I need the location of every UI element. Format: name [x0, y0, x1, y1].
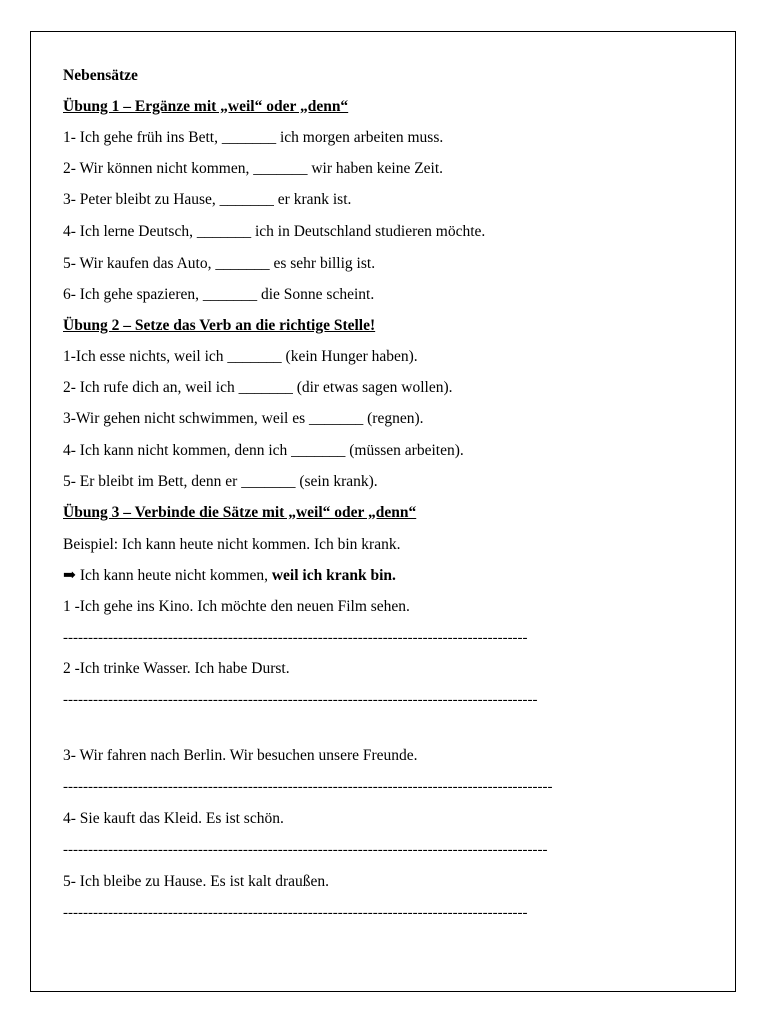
- answer-line[interactable]: --------------------------------------------------------------------------------------------------: [63, 779, 553, 795]
- answer-line[interactable]: ---------------------------------------------------------------------------------------------: [63, 905, 528, 921]
- exercise3-item: 3- Wir fahren nach Berlin. Wir besuchen unsere Freunde.: [63, 747, 418, 764]
- answer-line[interactable]: -------------------------------------------------------------------------------------------------: [63, 842, 548, 858]
- exercise1-item: 2- Wir können nicht kommen, _______ wir haben keine Zeit.: [63, 160, 444, 177]
- exercise1-item: 4- Ich lerne Deutsch, _______ ich in Deutschland studieren möchte.: [63, 223, 486, 240]
- exercise1-item: 1- Ich gehe früh ins Bett, _______ ich morgen arbeiten muss.: [63, 129, 444, 146]
- exercise3-example: Beispiel: Ich kann heute nicht kommen. Ich bin krank.: [63, 536, 401, 553]
- exercise2-item: 3-Wir gehen nicht schwimmen, weil es _______ (regnen).: [63, 410, 424, 427]
- document-title: Nebensätze: [63, 67, 138, 84]
- answer-line[interactable]: -----------------------------------------------------------------------------------------------: [63, 692, 538, 708]
- exercise3-item: 4- Sie kauft das Kleid. Es ist schön.: [63, 810, 284, 827]
- exercise2-item: 5- Er bleibt im Bett, denn er _______ (sein krank).: [63, 473, 378, 490]
- arrow-right-icon: ➡: [63, 567, 76, 584]
- example-answer-text: Ich kann heute nicht kommen,: [76, 567, 272, 584]
- example-answer-bold: weil ich krank bin.: [271, 567, 396, 584]
- exercise3-heading: Übung 3 – Verbinde die Sätze mit „weil“ oder „denn“: [63, 504, 417, 521]
- exercise3-item: 2 -Ich trinke Wasser. Ich habe Durst.: [63, 660, 290, 677]
- exercise3-item: 1 -Ich gehe ins Kino. Ich möchte den neuen Film sehen.: [63, 598, 410, 615]
- exercise1-heading: Übung 1 – Ergänze mit „weil“ oder „denn“: [63, 98, 349, 115]
- exercise2-heading: Übung 2 – Setze das Verb an die richtige Stelle!: [63, 317, 376, 334]
- exercise1-item: 3- Peter bleibt zu Hause, _______ er krank ist.: [63, 191, 352, 208]
- exercise3-example-answer: [63, 566, 396, 586]
- exercise2-item: 2- Ich rufe dich an, weil ich _______ (dir etwas sagen wollen).: [63, 379, 453, 396]
- exercise1-item: 6- Ich gehe spazieren, _______ die Sonne scheint.: [63, 286, 375, 303]
- answer-line[interactable]: ---------------------------------------------------------------------------------------------: [63, 630, 528, 646]
- exercise2-item: 4- Ich kann nicht kommen, denn ich _______ (müssen arbeiten).: [63, 442, 464, 459]
- exercise1-item: 5- Wir kaufen das Auto, _______ es sehr billig ist.: [63, 255, 376, 272]
- exercise3-item: 5- Ich bleibe zu Hause. Es ist kalt draußen.: [63, 873, 329, 890]
- exercise2-item: 1-Ich esse nichts, weil ich _______ (kein Hunger haben).: [63, 348, 418, 365]
